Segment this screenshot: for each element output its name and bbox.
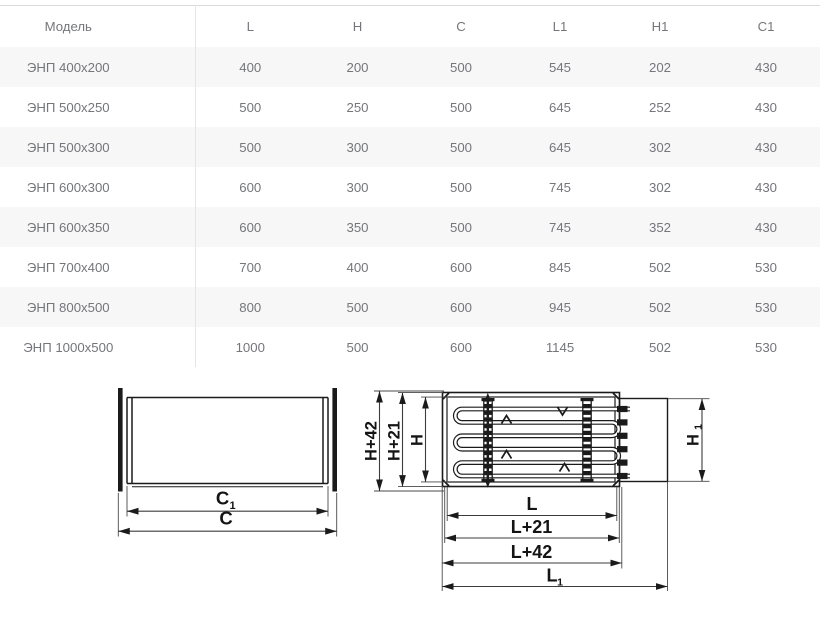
dim-cell: 502 bbox=[648, 299, 671, 315]
table-row bbox=[0, 87, 820, 127]
duct-body bbox=[127, 398, 328, 487]
dimensions-table bbox=[0, 5, 820, 367]
dim-cell: 800 bbox=[195, 287, 305, 327]
dim-cell: 500 bbox=[449, 179, 472, 195]
dim-cell: 530 bbox=[754, 339, 777, 355]
dim-l bbox=[447, 494, 617, 516]
dim-cell: 350 bbox=[346, 219, 369, 235]
dim-cell: 302 bbox=[648, 139, 671, 155]
dim-cell: 430 bbox=[754, 59, 777, 75]
column-header-l: L bbox=[195, 6, 305, 48]
table-row bbox=[0, 247, 820, 287]
column-header-h1: H1 bbox=[651, 19, 669, 34]
model-cell: ЭНП 1000x500 bbox=[23, 339, 114, 355]
column-header-c: C bbox=[456, 19, 466, 34]
table-row bbox=[0, 327, 820, 367]
dim-l1 bbox=[442, 566, 667, 589]
element-terminals bbox=[617, 406, 628, 479]
dim-cell: 845 bbox=[548, 259, 571, 275]
dim-cell: 500 bbox=[346, 299, 369, 315]
dim-label-h42: H+42 bbox=[362, 421, 381, 461]
dim-label-l1-sub: 1 bbox=[557, 576, 563, 589]
dim-cell: 500 bbox=[195, 127, 305, 167]
dim-label-h: H bbox=[408, 434, 427, 446]
dim-label-c1-sub: 1 bbox=[229, 500, 236, 512]
dim-cell: 252 bbox=[648, 99, 671, 115]
table-row bbox=[0, 127, 820, 167]
right-flange-plate bbox=[332, 388, 337, 492]
dim-cell: 500 bbox=[449, 99, 472, 115]
dim-cell: 500 bbox=[449, 59, 472, 75]
dim-cell: 500 bbox=[449, 219, 472, 235]
dim-cell: 500 bbox=[195, 87, 305, 127]
model-cell: ЭНП 800x500 bbox=[26, 299, 110, 315]
dim-cell: 400 bbox=[195, 47, 305, 87]
dim-cell: 645 bbox=[548, 99, 571, 115]
dim-cell: 430 bbox=[754, 139, 777, 155]
column-header-c1: C1 bbox=[757, 19, 775, 34]
side-view-diagram bbox=[118, 388, 337, 537]
column-header-l1: L1 bbox=[552, 19, 568, 34]
dim-cell: 700 bbox=[195, 247, 305, 287]
model-cell: ЭНП 700x400 bbox=[26, 259, 110, 275]
dim-cell: 400 bbox=[346, 259, 369, 275]
dim-label-l1: L bbox=[546, 565, 558, 586]
dim-cell: 945 bbox=[548, 299, 571, 315]
dim-cell: 430 bbox=[754, 99, 777, 115]
dim-label-h21: H+21 bbox=[385, 421, 404, 461]
front-view-diagram bbox=[363, 391, 710, 591]
dim-cell: 302 bbox=[648, 179, 671, 195]
dim-label-h1: H bbox=[684, 434, 703, 446]
dim-cell: 600 bbox=[195, 207, 305, 247]
table-row bbox=[0, 47, 820, 87]
dim-cell: 202 bbox=[648, 59, 671, 75]
dim-cell: 500 bbox=[449, 139, 472, 155]
dim-cell: 300 bbox=[346, 179, 369, 195]
dim-cell: 500 bbox=[346, 339, 369, 355]
model-cell: ЭНП 500x250 bbox=[26, 99, 110, 115]
technical-drawings bbox=[0, 367, 820, 622]
dim-label-h1-sub: 1 bbox=[692, 424, 705, 430]
dim-cell: 600 bbox=[449, 259, 472, 275]
model-cell: ЭНП 600x300 bbox=[26, 179, 110, 195]
dim-cell: 200 bbox=[346, 59, 369, 75]
table-row bbox=[0, 207, 820, 247]
dim-cell: 300 bbox=[346, 139, 369, 155]
dim-cell: 352 bbox=[648, 219, 671, 235]
dim-l21 bbox=[445, 517, 620, 538]
left-flange-plate bbox=[118, 388, 123, 492]
heating-element-coil bbox=[455, 406, 630, 479]
dim-cell: 502 bbox=[648, 259, 671, 275]
dim-cell: 600 bbox=[449, 299, 472, 315]
dim-label-c: C bbox=[219, 507, 233, 529]
dim-label-l: L bbox=[526, 494, 538, 514]
dim-label-l42: L+42 bbox=[510, 542, 553, 562]
table-row bbox=[0, 167, 820, 207]
dim-cell: 745 bbox=[548, 219, 571, 235]
dim-cell: 530 bbox=[754, 259, 777, 275]
model-cell: ЭНП 600x350 bbox=[26, 219, 110, 235]
dim-label-c1: C bbox=[215, 487, 230, 509]
model-cell: ЭНП 500x300 bbox=[26, 139, 110, 155]
model-cell: ЭНП 400x200 bbox=[26, 59, 110, 75]
dim-cell: 530 bbox=[754, 299, 777, 315]
dim-cell: 545 bbox=[548, 59, 571, 75]
dim-cell: 502 bbox=[648, 339, 671, 355]
dim-cell: 600 bbox=[449, 339, 472, 355]
dim-cell: 645 bbox=[548, 139, 571, 155]
table-row bbox=[0, 287, 820, 327]
column-header-h: H bbox=[352, 19, 363, 34]
dim-cell: 745 bbox=[548, 179, 571, 195]
dim-cell: 600 bbox=[195, 167, 305, 207]
dim-l42 bbox=[442, 542, 622, 563]
column-header-model: Модель bbox=[44, 19, 92, 34]
dim-h1 bbox=[668, 399, 710, 482]
dim-cell: 430 bbox=[754, 179, 777, 195]
dim-label-l21: L+21 bbox=[510, 517, 553, 537]
dim-cell: 250 bbox=[346, 99, 369, 115]
dim-cell: 1145 bbox=[545, 339, 575, 355]
dim-cell: 1000 bbox=[195, 327, 305, 367]
dim-cell: 430 bbox=[754, 219, 777, 235]
table-header-row bbox=[0, 6, 820, 48]
